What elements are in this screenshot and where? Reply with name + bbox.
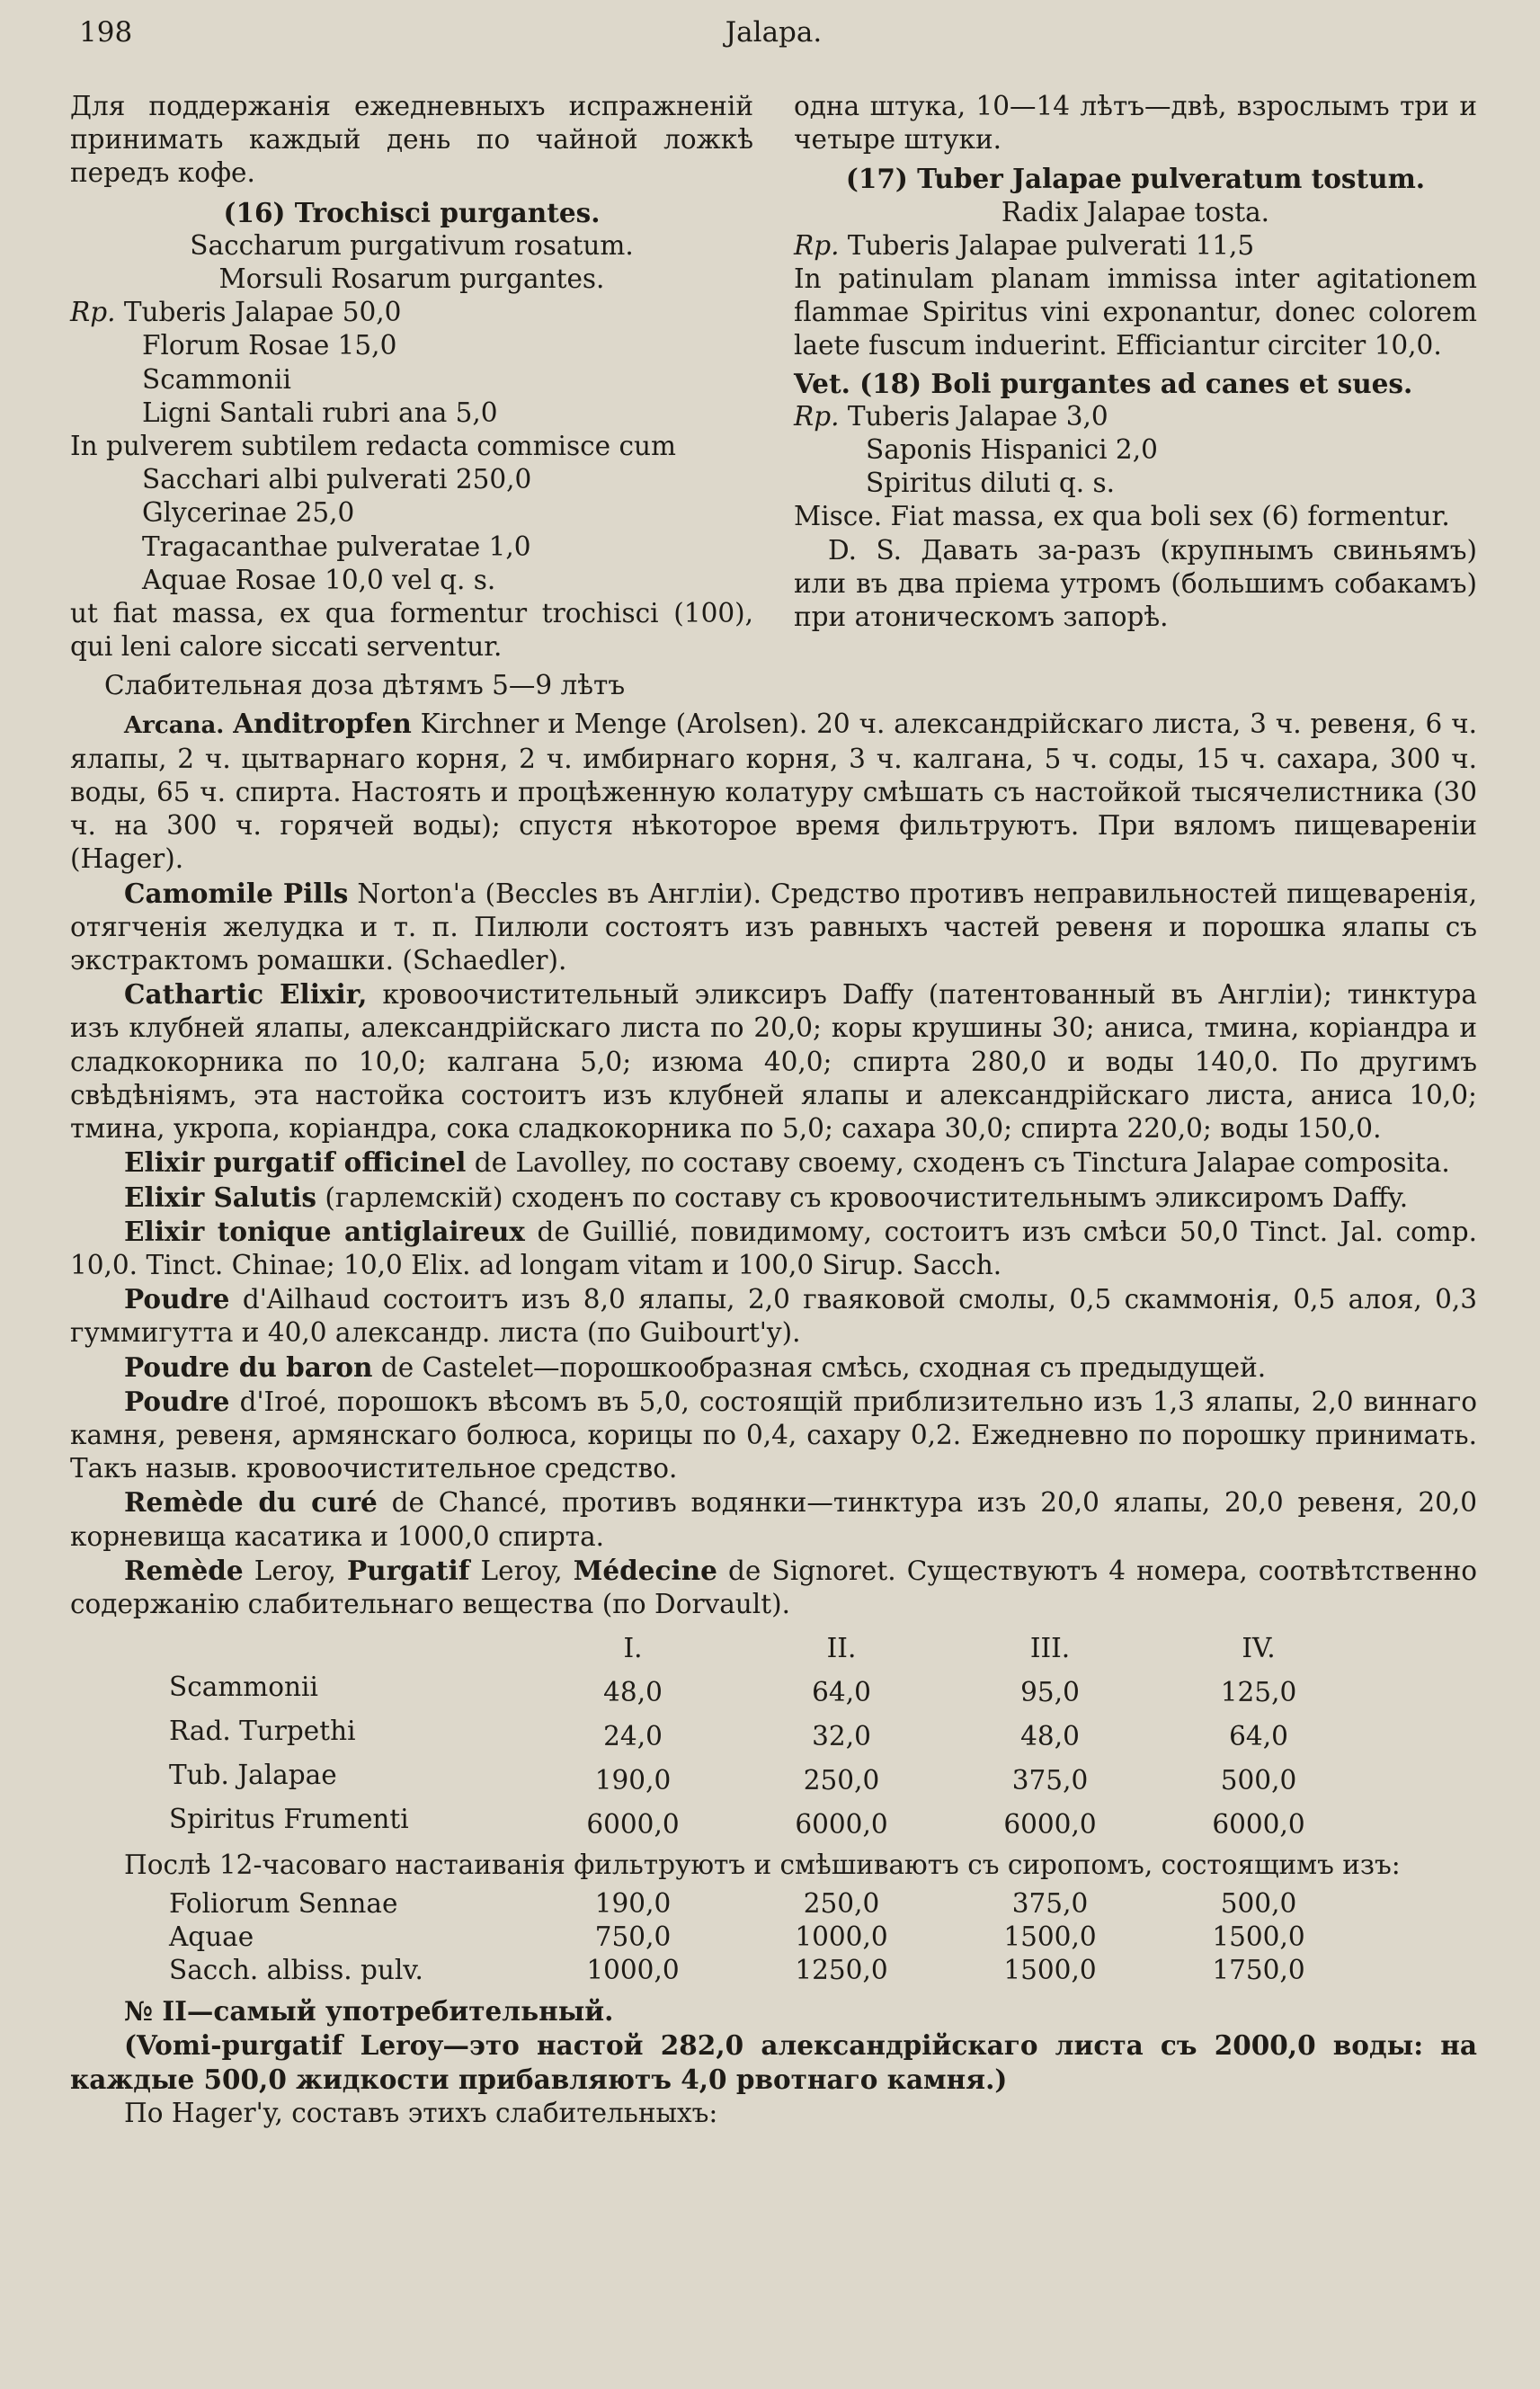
table-cell: 190,0: [594, 1765, 672, 1796]
table-cell: 48,0: [1020, 1721, 1080, 1752]
table-cell: 250,0: [803, 1765, 880, 1796]
arcana-paragraph: [70, 1385, 1477, 1486]
table-cell: 95,0: [1020, 1677, 1080, 1708]
row-label: Spiritus Frumenti: [169, 1804, 409, 1835]
ingredient: Tuberis Jalapae pulverati 11,5: [847, 229, 1255, 261]
table-row: [169, 1887, 1363, 1921]
table-cell: 1000,0: [795, 1921, 888, 1953]
right-column: [794, 90, 1477, 703]
row-label: Aquae: [169, 1921, 254, 1953]
ingredient-line: [70, 296, 753, 329]
entry-text: de Guillié, повидимому, состоитъ изъ смѣси 50,0 Tinct. Jal. comp. 10,0. Tinct. Chinae; 10,0 Elix. ad longam vitam и 100,0 Sirup. Sacch.: [70, 1216, 1477, 1280]
arcana-paragraph: [70, 707, 1477, 877]
ingredient: Saponis Hispanici 2,0: [866, 434, 1158, 466]
column-header: IV.: [1242, 1633, 1276, 1664]
table-row: [169, 1921, 1363, 1954]
recipe-text: Слабительная доза дѣтямъ 5—9 лѣтъ: [104, 670, 626, 701]
table-cell: 1000,0: [586, 1955, 680, 1986]
arcana-paragraph: [70, 877, 1477, 978]
entry-text: d'Ailhaud состоитъ изъ 8,0 ялапы, 2,0 гваяковой смолы, 0,5 скаммонія, 0,5 алоя, 0,3 гуммигутта и 40,0 александр. листа (по Guibourt'y).: [70, 1284, 1477, 1349]
ingredient: Aquae Rosae 10,0 vel q. s.: [142, 564, 496, 595]
row-label: Scammonii: [169, 1671, 318, 1703]
table-cell: 250,0: [803, 1888, 880, 1920]
ingredient: Tuberis Jalapae 3,0: [847, 400, 1108, 432]
row-label: Foliorum Sennae: [169, 1888, 398, 1920]
entry-title: Remède du curé: [124, 1486, 378, 1519]
entry-text: Kirchner и Menge (Arolsen). 20 ч. александрійскаго листа, 3 ч. ревеня, 6 ч. ялапы, 2 ч. цытварнаго корня, 2 ч. имбирнаго корня, 3 ч. калгана, 5 ч. соды, 15 ч. сахара, 300 ч. воды, 65 ч. спирта. Настоять и процѣженную колатуру смѣшать съ настойкой тысячелистника (30 ч. на 300 ч. горячей воды); спустя нѣкоторое время фильтруютъ. При вяломъ пищевареніи (Hager).: [70, 708, 1477, 875]
running-title: Jalapa.: [725, 16, 823, 49]
row-label: Sacch. albiss. pulv.: [169, 1955, 423, 1986]
ingredient: Sacchari albi pulverati 250,0: [142, 464, 532, 495]
entry-text: de Lavolley, по составу своему, сходенъ съ Tinctura Jalapae composita.: [466, 1147, 1450, 1179]
table-cell: 32,0: [812, 1721, 871, 1752]
vomi-paragraph: [70, 2028, 1477, 2097]
table-cell: 6000,0: [1003, 1809, 1097, 1841]
entry-text: кровоочистительный эликсиръ Daffy (патентованный въ Англіи); тинктура изъ клубней ялапы, александрійскаго листа по 20,0; коры крушины 30; аниса, тмина, коріандра и сладкокорника по 10,0; калгана 5,0; изюма 40,0; спирта 280,0 и воды 140,0. По другимъ свѣдѣніямъ, эта настойка состоитъ изъ клубней ялапы и александрійскаго листа, аниса 10,0; тмина, укропа, коріандра, сока сладкокорника по 5,0; сахара 30,0; спирта 220,0; воды 150,0.: [70, 979, 1477, 1145]
rp-mark: Rp.: [70, 297, 116, 328]
ingredient-line: [794, 400, 1477, 433]
ingredient: Ligni Santali rubri ana 5,0: [142, 397, 498, 428]
recipe-16-synonym: Saccharum purgativum rosatum.: [190, 229, 634, 261]
leroy-table-1: [169, 1621, 1363, 1841]
table-row: [169, 1797, 1363, 1841]
closing-line: По Hager'y, составъ этихъ слабительныхъ:: [124, 2097, 718, 2128]
recipe-17-synonym: Radix Jalapae tosta.: [1001, 196, 1270, 227]
recipe-18-title-line: [794, 367, 1477, 400]
table-cell: 1500,0: [1003, 1955, 1097, 1986]
recipe-text: In patinulam planam immissa inter agitationem flammae Spiritus vini exponantur, donec colorem laete fuscum induerint. Efficiantur circiter 10,0.: [794, 263, 1477, 361]
entry-text: Leroy,: [469, 1555, 574, 1586]
recipe-text: Misce. Fiat massa, ex qua boli sex (6) formentur.: [794, 501, 1450, 532]
column-header: III.: [1029, 1633, 1071, 1664]
leroy-table-2: [169, 1887, 1363, 1987]
entry-text: Leroy—это настой 282,0 александрійскаго листа съ 2000,0 воды: на каждые 500,0 жидкости прибавляютъ 4,0 рвотнаго камня.): [70, 2028, 1477, 2095]
entry-text: Norton'a (Beccles въ Англіи). Средство противъ неправильностей пищеваренія, отягченія желудка и т. п. Пилюли состоятъ изъ равныхъ частей ревеня и порошка ялапы съ экстрактомъ ромашки. (Schaedler).: [70, 878, 1478, 976]
intro-text: Для поддержанія ежедневныхъ испражненій принимать каждый день по чайной ложкѣ передъ кофе.: [70, 91, 753, 189]
entry-title: (Vomi-purgatif: [124, 2028, 343, 2061]
entry-title: Cathartic Elixir,: [124, 978, 368, 1011]
ingredient: Florum Rosae 15,0: [142, 330, 397, 361]
entry-title: Elixir tonique antiglaireux: [124, 1215, 525, 1247]
table-header-row: [169, 1621, 1363, 1665]
table-cell: 500,0: [1220, 1765, 1297, 1796]
entry-title: Poudre du baron: [124, 1350, 373, 1383]
left-column: [70, 90, 753, 703]
table-row: [169, 1709, 1363, 1753]
entry-title: Anditropfen: [233, 707, 412, 739]
rp-mark: Rp.: [794, 400, 840, 432]
entry-title: Elixir Salutis: [124, 1181, 317, 1213]
table-cell: 500,0: [1220, 1888, 1297, 1920]
entry-text: de Castelet—порошкообразная смѣсь, сходная съ предыдущей.: [372, 1351, 1267, 1383]
entry-title: Poudre: [124, 1283, 230, 1315]
entry-title: Elixir purgatif officinel: [124, 1146, 467, 1179]
column-header: I.: [623, 1633, 643, 1664]
recipe-text: In pulverem subtilem redacta commisce cum: [70, 431, 676, 462]
recipe-text: ut fiat massa, ex qua formentur trochisci (100), qui leni calore siccati serventur.: [70, 598, 753, 663]
table-cell: 375,0: [1011, 1765, 1089, 1796]
table-cell: 6000,0: [1212, 1809, 1305, 1841]
recipe-text: D. S. Давать за-разъ (крупнымъ свиньямъ) или въ два пріема утромъ (большимъ собакамъ) при атоническомъ запорѣ.: [794, 534, 1477, 633]
table-cell: 125,0: [1220, 1677, 1297, 1708]
table-cell: 750,0: [594, 1921, 672, 1953]
table-cell: 1500,0: [1212, 1921, 1305, 1953]
entry-title: Poudre: [124, 1385, 230, 1417]
ingredient: Tragacanthae pulveratae 1,0: [142, 530, 531, 562]
table-row: [169, 1954, 1363, 1987]
table-row: [169, 1665, 1363, 1709]
recipe-16-synonym: Morsuli Rosarum purgantes.: [218, 263, 605, 295]
row-label: Tub. Jalapae: [169, 1760, 337, 1791]
table-cell: 48,0: [603, 1677, 663, 1708]
between-text: Послѣ 12-часоваго настаиванія фильтруютъ и смѣшиваютъ съ сиропомъ, состоящимъ изъ:: [124, 1850, 1401, 1881]
table-cell: 1500,0: [1003, 1921, 1097, 1953]
entry-text: de Signoret. Существуютъ 4 номера, соотвѣтственно содержанію слабительнаго вещества (по Dorvault).: [70, 1555, 1478, 1619]
table-cell: 1250,0: [795, 1955, 888, 1986]
between-tables: [70, 1849, 1477, 1882]
running-header: [70, 16, 1477, 59]
page-number: 198: [79, 16, 133, 49]
table-cell: 6000,0: [586, 1809, 680, 1841]
entry-text: (гарлемскій) сходенъ по составу съ кровоочистительнымъ эликсиромъ Daffy.: [316, 1181, 1409, 1213]
recipe-18-title: (18) Boli purgantes ad canes et sues.: [859, 367, 1413, 399]
arcana-paragraph: [70, 1181, 1477, 1215]
entry-text: Leroy,: [243, 1555, 347, 1586]
ingredient-line: [794, 229, 1477, 263]
ingredient: Tuberis Jalapae 50,0: [123, 297, 402, 328]
recipe-16-title: (16) Trochisci purgantes.: [223, 196, 601, 228]
entry-text: d'Iroé, порошокъ вѣсомъ въ 5,0, состоящій приблизительно изъ 1,3 ялапы, 2,0 виннаго камня, ревеня, армянскаго болюса, корицы по 0,4, сахару 0,2. Ежедневно по порошку принимать. Такъ назыв. кровоочистительное средство.: [70, 1386, 1477, 1484]
arcana-paragraph: [70, 977, 1477, 1145]
ingredient: Glycerinae 25,0: [142, 497, 355, 529]
ingredient: Scammonii: [142, 363, 291, 395]
arcana-paragraph: [70, 1282, 1477, 1350]
rp-mark: Rp.: [794, 229, 840, 261]
arcana-section: [70, 707, 1477, 1621]
column-header: II.: [826, 1633, 857, 1664]
table-cell: 6000,0: [795, 1809, 888, 1841]
arcana-paragraph: [70, 1485, 1477, 1553]
entry-title: Purgatif: [346, 1554, 470, 1586]
arcana-paragraph: [70, 1215, 1477, 1282]
footer-section: [70, 1994, 1477, 2130]
arcana-paragraph: [70, 1145, 1477, 1180]
row-label: Rad. Turpethi: [169, 1716, 356, 1747]
table-cell: 64,0: [1229, 1721, 1288, 1752]
entry-title: Remède: [124, 1554, 244, 1586]
vet-mark: Vet.: [794, 367, 850, 399]
table-cell: 190,0: [594, 1888, 672, 1920]
footer-note: № II—самый употребительный.: [124, 1995, 614, 2028]
recipe-17-title: (17) Tuber Jalapae pulveratum tostum.: [845, 163, 1426, 195]
entry-text: de Chancé, противъ водянки—тинктура изъ 20,0 ялапы, 20,0 ревеня, 20,0 корневища касатика и 1000,0 спирта.: [70, 1487, 1477, 1552]
table-cell: 24,0: [603, 1721, 663, 1752]
entry-title: Camomile Pills: [124, 877, 349, 909]
arcana-label: Arcana.: [124, 711, 225, 739]
table-cell: 64,0: [812, 1677, 871, 1708]
ingredient: Spiritus diluti q. s.: [866, 468, 1116, 499]
continuation-text: одна штука, 10—14 лѣтъ—двѣ, взрослымъ три и четыре штуки.: [794, 91, 1477, 156]
two-column-section: [70, 90, 1477, 703]
table-cell: 375,0: [1011, 1888, 1089, 1920]
arcana-paragraph: [70, 1350, 1477, 1385]
table-cell: 1750,0: [1212, 1955, 1305, 1986]
arcana-paragraph: [70, 1554, 1477, 1621]
entry-title: Médecine: [573, 1554, 717, 1586]
table-row: [169, 1753, 1363, 1797]
